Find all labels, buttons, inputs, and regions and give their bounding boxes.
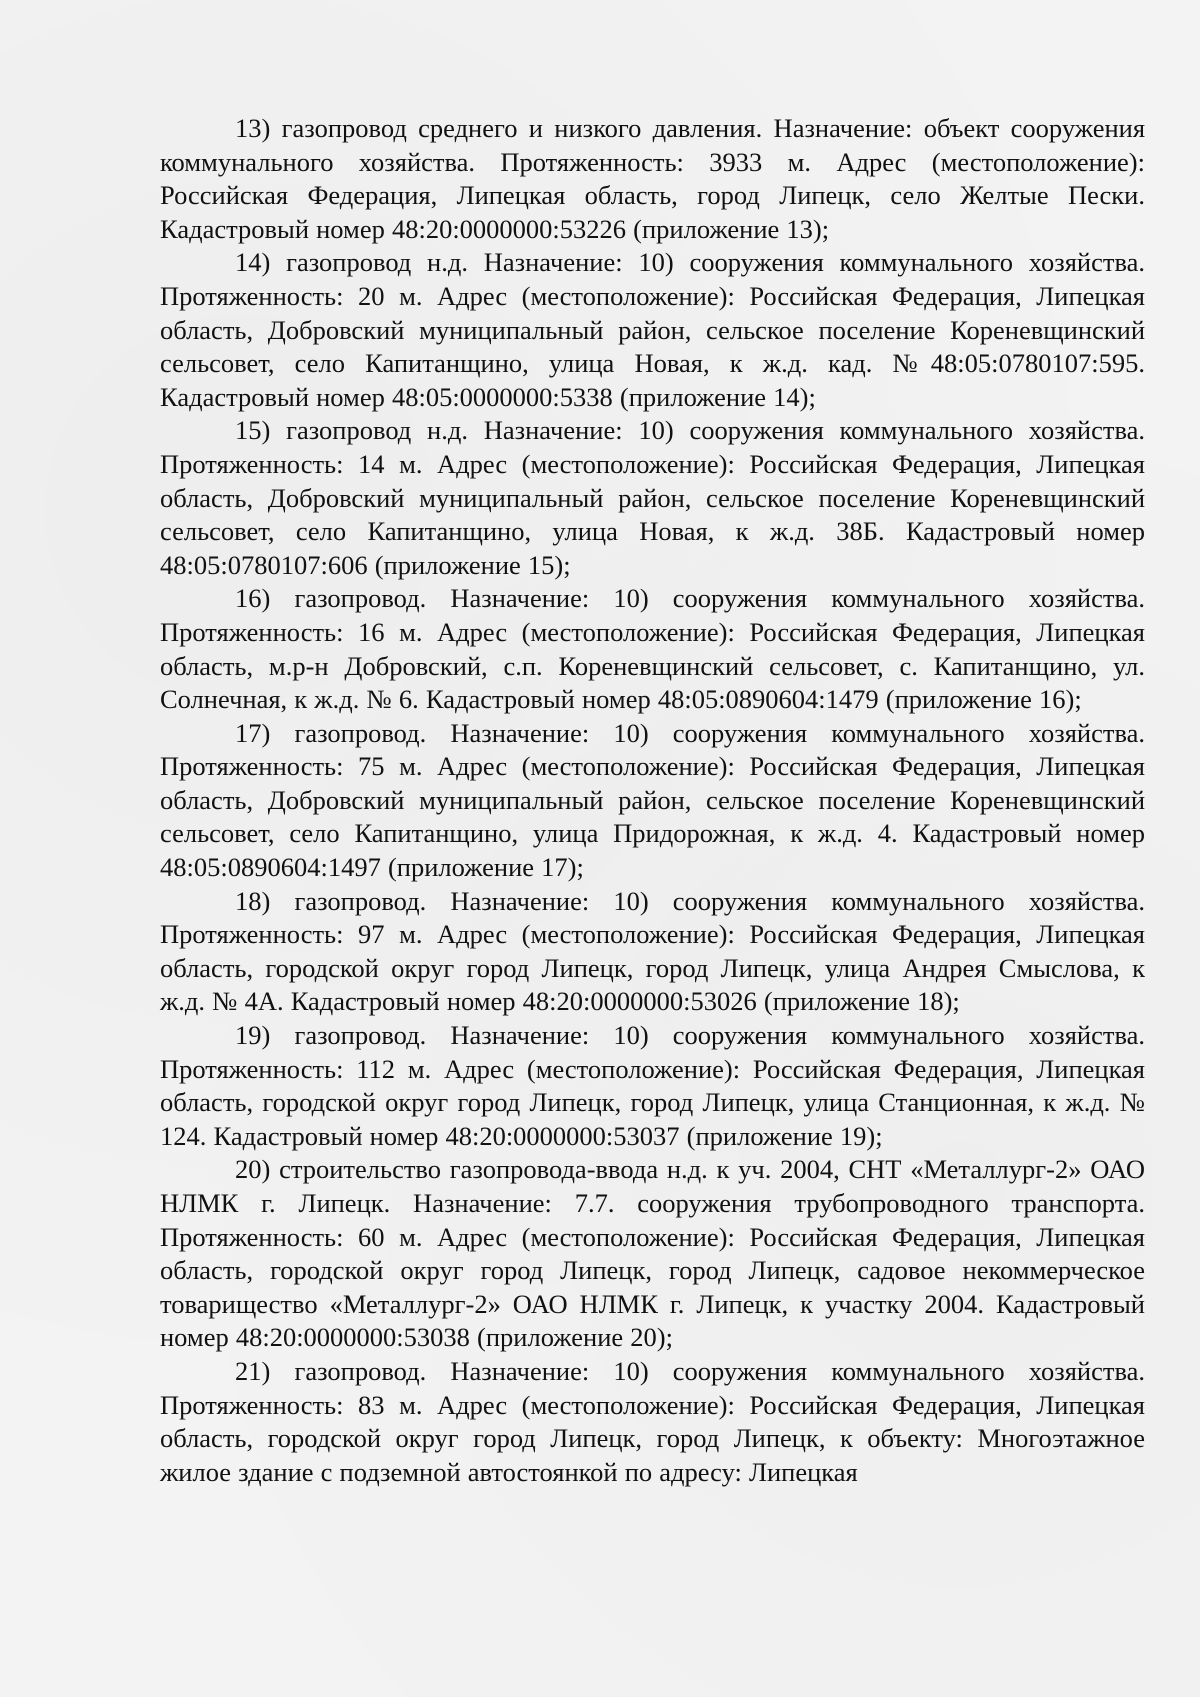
item-number: 20) — [235, 1154, 271, 1185]
item-text: газопровод среднего и низкого давления. Назначение: объект сооружения коммунального хозяйства. Протяженность: 3933 м. Адрес (местоположение): Российская Федерация, Липецкая область, город Липецк, село Желтые Пески. Кадастровый номер 48:20:0000000:53226 (приложение 13); — [160, 113, 1146, 244]
item-text: газопровод. Назначение: 10) сооружения коммунального хозяйства. Протяженность: 83 м. Адрес (местоположение): Российская Федерация, Липецкая область, городской округ город Липецк, город Липецк, к объекту: Многоэтажное жилое здание с подземной автостоянкой по адресу: Липецкая — [160, 1355, 1145, 1487]
item-text: газопровод. Назначение: 10) сооружения коммунального хозяйства. Протяженность: 97 м. Адрес (местоположение): Российская Федерация, Липецкая область, городской округ город Липецк, город Липецк, улица Андрея Смыслова, к ж.д. № 4А. Кадастровый номер 48:20:0000000:53026 (приложение 18); — [160, 885, 1145, 1017]
list-item-13 — [160, 112, 1145, 246]
list-item-20 — [160, 1153, 1145, 1355]
item-text: газопровод н.д. Назначение: 10) сооружения коммунального хозяйства. Протяженность: 14 м. Адрес (местоположение): Российская Федерация, Липецкая область, Добровский муниципальный район, сельское поселение Кореневщинский сельсовет, село Капитанщино, улица Новая, к ж.д. 38Б. Кадастровый номер 48:05:0780107:606 (приложение 15); — [160, 415, 1145, 580]
item-number: 14) — [235, 247, 271, 278]
list-item-21 — [160, 1355, 1145, 1489]
list-item-18 — [160, 885, 1145, 1019]
document-body — [160, 112, 1145, 1489]
item-text: строительство газопровода-ввода н.д. к уч. 2004, СНТ «Металлург-2» ОАО НЛМК г. Липецк. Назначение: 7.7. сооружения трубопроводного транспорта. Протяженность: 60 м. Адрес (местоположение): Российская Федерация, Липецкая область, городской округ город Липецк, город Липецк, садовое некоммерческое товарищество «Металлург-2» ОАО НЛМК г. Липецк, к участку 2004. Кадастровый номер 48:20:0000000:53038 (приложение 20); — [160, 1154, 1145, 1353]
item-number: 17) — [235, 717, 271, 748]
item-number: 13) — [235, 113, 271, 143]
item-number: 16) — [235, 583, 271, 614]
list-item-14 — [160, 246, 1145, 414]
item-number: 19) — [235, 1020, 271, 1051]
item-number: 15) — [235, 415, 271, 446]
item-number: 18) — [235, 885, 271, 916]
list-item-15 — [160, 414, 1145, 582]
item-text: газопровод. Назначение: 10) сооружения коммунального хозяйства. Протяженность: 112 м. Адрес (местоположение): Российская Федерация, Липецкая область, городской округ город Липецк, город Липецк, улица Станционная, к ж.д. № 124. Кадастровый номер 48:20:0000000:53037 (приложение 19); — [160, 1020, 1145, 1151]
list-item-19 — [160, 1019, 1145, 1153]
item-text: газопровод. Назначение: 10) сооружения коммунального хозяйства. Протяженность: 75 м. Адрес (местоположение): Российская Федерация, Липецкая область, Добровский муниципальный район, сельское поселение Кореневщинский сельсовет, село Капитанщино, улица Придорожная, к ж.д. 4. Кадастровый номер 48:05:0890604:1497 (приложение 17); — [160, 717, 1145, 883]
item-text: газопровод н.д. Назначение: 10) сооружения коммунального хозяйства. Протяженность: 20 м. Адрес (местоположение): Российская Федерация, Липецкая область, Добровский муниципальный район, сельское поселение Кореневщинский сельсовет, село Капитанщино, улица Новая, к ж.д. кад. №48:05:0780107:595. Кадастровый номер 48:05:0000000:5338 (приложение 14); — [160, 247, 1145, 412]
item-text: газопровод. Назначение: 10) сооружения коммунального хозяйства. Протяженность: 16 м. Адрес (местоположение): Российская Федерация, Липецкая область, м.р-н Добровский, с.п. Кореневщинский сельсовет, с. Капитанщино, ул. Солнечная, к ж.д. № 6. Кадастровый номер 48:05:0890604:1479 (приложение 16); — [160, 583, 1145, 715]
list-item-17 — [160, 717, 1145, 885]
item-number: 21) — [235, 1355, 271, 1386]
list-item-16 — [160, 582, 1145, 716]
